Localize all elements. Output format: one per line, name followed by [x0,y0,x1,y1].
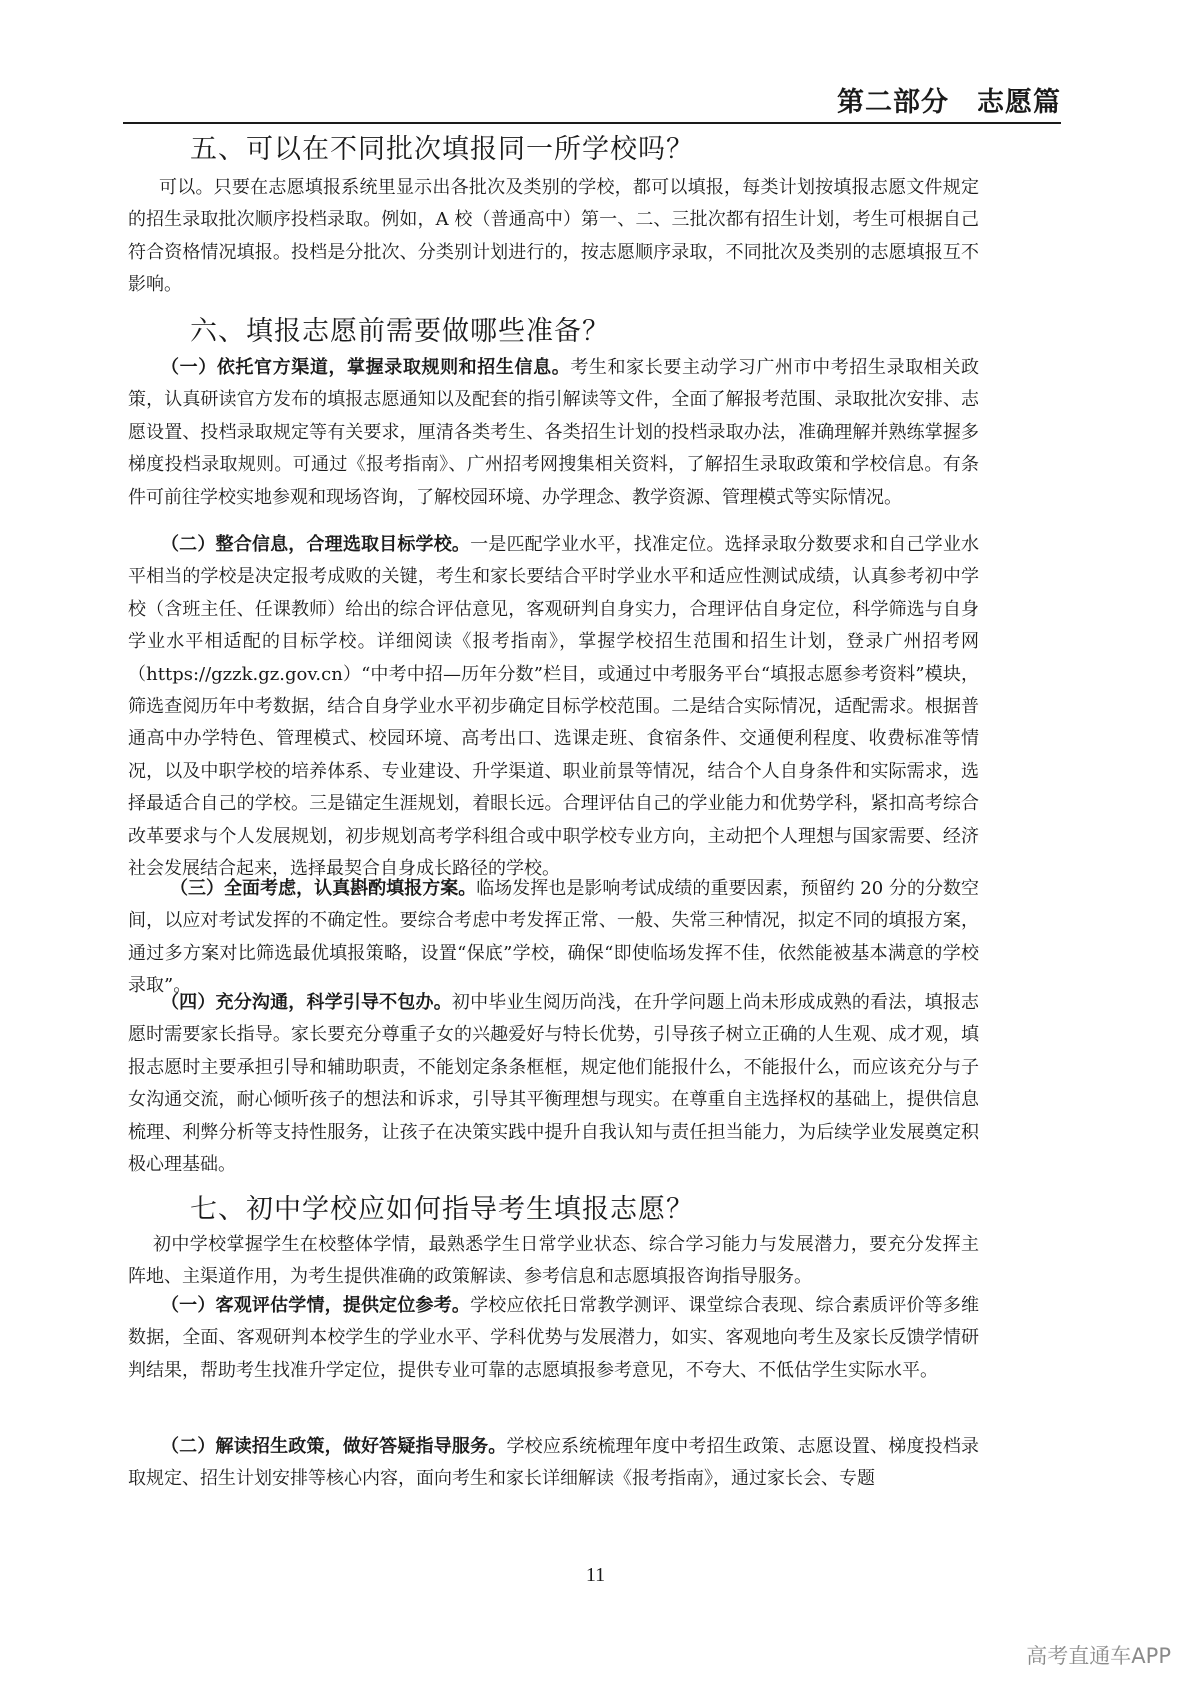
paragraph-text: 一是匹配学业水平，找准定位。选择录取分数要求和自己学业水平相当的学校是决定报考成败的关键，考生和家长要结合平时学业水平和适应性测试成绩，认真参考初中学校（含班主任、任课教师）给出的综合评估意见，客观研判自身实力，合理评估自身定位，科学筛选与自身学业水平相适配的目标学校。详细阅读《报考指南》，掌握学校招生范围和招生计划，登录广州招考网（https://gzzk.gz.gov.cn）“中考中招—历年分数”栏目，或通过中考服务平台“填报志愿参考资料”模块，筛选查阅历年中考数据，结合自身学业水平初步确定目标学校范围。二是结合实际情况，适配需求。根据普通高中办学特色、管理模式、校园环境、高考出口、选课走班、食宿条件、交通便利程度、收费标准等情况，以及中职学校的培养体系、专业建设、升学渠道、职业前景等情况，结合个人自身条件和实际需求，选择最适合自己的学校。三是锚定生涯规划，着眼长远。合理评估自己的学业能力和优势学科，紧扣高考综合改革要求与个人发展规划，初步规划高考学科组合或中职学校专业方向，主动把个人理想与国家需要、经济社会发展结合起来，选择最契合自身成长路径的学校。 [128,534,979,880]
paragraph-text: 临场发挥也是影响考试成绩的重要因素，预留约 20 分的分数空间，以应对考试发挥的不确定性。要综合考虑中考发挥正常、一般、失常三种情况，拟定不同的填报方案，通过多方案对比筛选最优填报策略，设置“保底”学校，确保“即使临场发挥不佳，依然能被基本满意的学校录取”。 [128,878,979,997]
section-title-7: 七、初中学校应如何指导考生填报志愿？ [190,1194,694,1225]
paragraph [128,1229,979,1294]
paragraph [128,873,979,1003]
paragraph [128,1431,979,1496]
paragraph-lead: （三）全面考虑，认真斟酌填报方案。 [170,878,477,899]
paragraph [128,1290,979,1387]
page-number: 11 [585,1564,606,1586]
section-title-5: 五、可以在不同批次填报同一所学校吗？ [190,134,694,165]
section-title-6: 六、填报志愿前需要做哪些准备？ [190,316,610,347]
paragraph [128,987,979,1181]
paragraph-lead: （一）客观评估学情，提供定位参考。 [161,1295,471,1316]
paragraph [128,352,979,514]
paragraph-text: 初中学校掌握学生在校整体学情，最熟悉学生日常学业状态、综合学习能力与发展潜力，要充分发挥主阵地、主渠道作用，为考生提供准确的政策解读、参考信息和志愿填报咨询指导服务。 [128,1234,979,1288]
paragraph-text: 考生和家长要主动学习广州市中考招生录取相关政策，认真研读官方发布的填报志愿通知以及配套的指引解读等文件，全面了解报考范围、录取批次安排、志愿设置、投档录取规定等有关要求，厘清各类考生、各类招生计划的投档录取办法，准确理解并熟练掌握多梯度投档录取规则。可通过《报考指南》、广州招考网搜集相关资料，了解招生录取政策和学校信息。有条件可前往学校实地参观和现场咨询，了解校园环境、办学理念、教学资源、管理模式等实际情况。 [128,357,980,508]
paragraph [128,172,979,302]
paragraph-text: 可以。只要在志愿填报系统里显示出各批次及类别的学校，都可以填报，每类计划按填报志愿文件规定的招生录取批次顺序投档录取。例如，A 校（普通高中）第一、二、三批次都有招生计划，考生可根据自己符合资格情况填报。投档是分批次、分类别计划进行的，按志愿顺序录取，不同批次及类别的志愿填报互不影响。 [128,177,979,296]
paragraph-lead: （四）充分沟通，科学引导不包办。 [161,992,452,1013]
paragraph-lead: （二）整合信息，合理选取目标学校。 [161,534,471,555]
paragraph-text: 学校应系统梳理年度中考招生政策、志愿设置、梯度投档录取规定、招生计划安排等核心内容，面向考生和家长详细解读《报考指南》，通过家长会、专题 [128,1436,979,1490]
paragraph-text: 初中毕业生阅历尚浅，在升学问题上尚未形成成熟的看法，填报志愿时需要家长指导。家长要充分尊重子女的兴趣爱好与特长优势，引导孩子树立正确的人生观、成才观，填报志愿时主要承担引导和辅助职责，不能划定条条框框，规定他们能报什么，不能报什么，而应该充分与子女沟通交流，耐心倾听孩子的想法和诉求，引导其平衡理想与现实。在尊重自主选择权的基础上，提供信息梳理、利弊分析等支持性服务，让孩子在决策实践中提升自我认知与责任担当能力，为后续学业发展奠定积极心理基础。 [128,992,980,1176]
watermark: 高考直通车APP [1026,1644,1171,1668]
header-rule [123,122,1061,124]
paragraph-lead: （一）依托官方渠道，掌握录取规则和招生信息。 [161,357,571,378]
running-header: 第二部分 志愿篇 [837,87,1061,118]
paragraph-lead: （二）解读招生政策，做好答疑指导服务。 [161,1436,507,1457]
paragraph-text: 学校应依托日常教学测评、课堂综合表现、综合素质评价等多维数据，全面、客观研判本校学生的学业水平、学科优势与发展潜力，如实、客观地向考生及家长反馈学情研判结果，帮助考生找准升学定位，提供专业可靠的志愿填报参考意见，不夸大、不低估学生实际水平。 [128,1295,979,1381]
paragraph [128,529,979,885]
